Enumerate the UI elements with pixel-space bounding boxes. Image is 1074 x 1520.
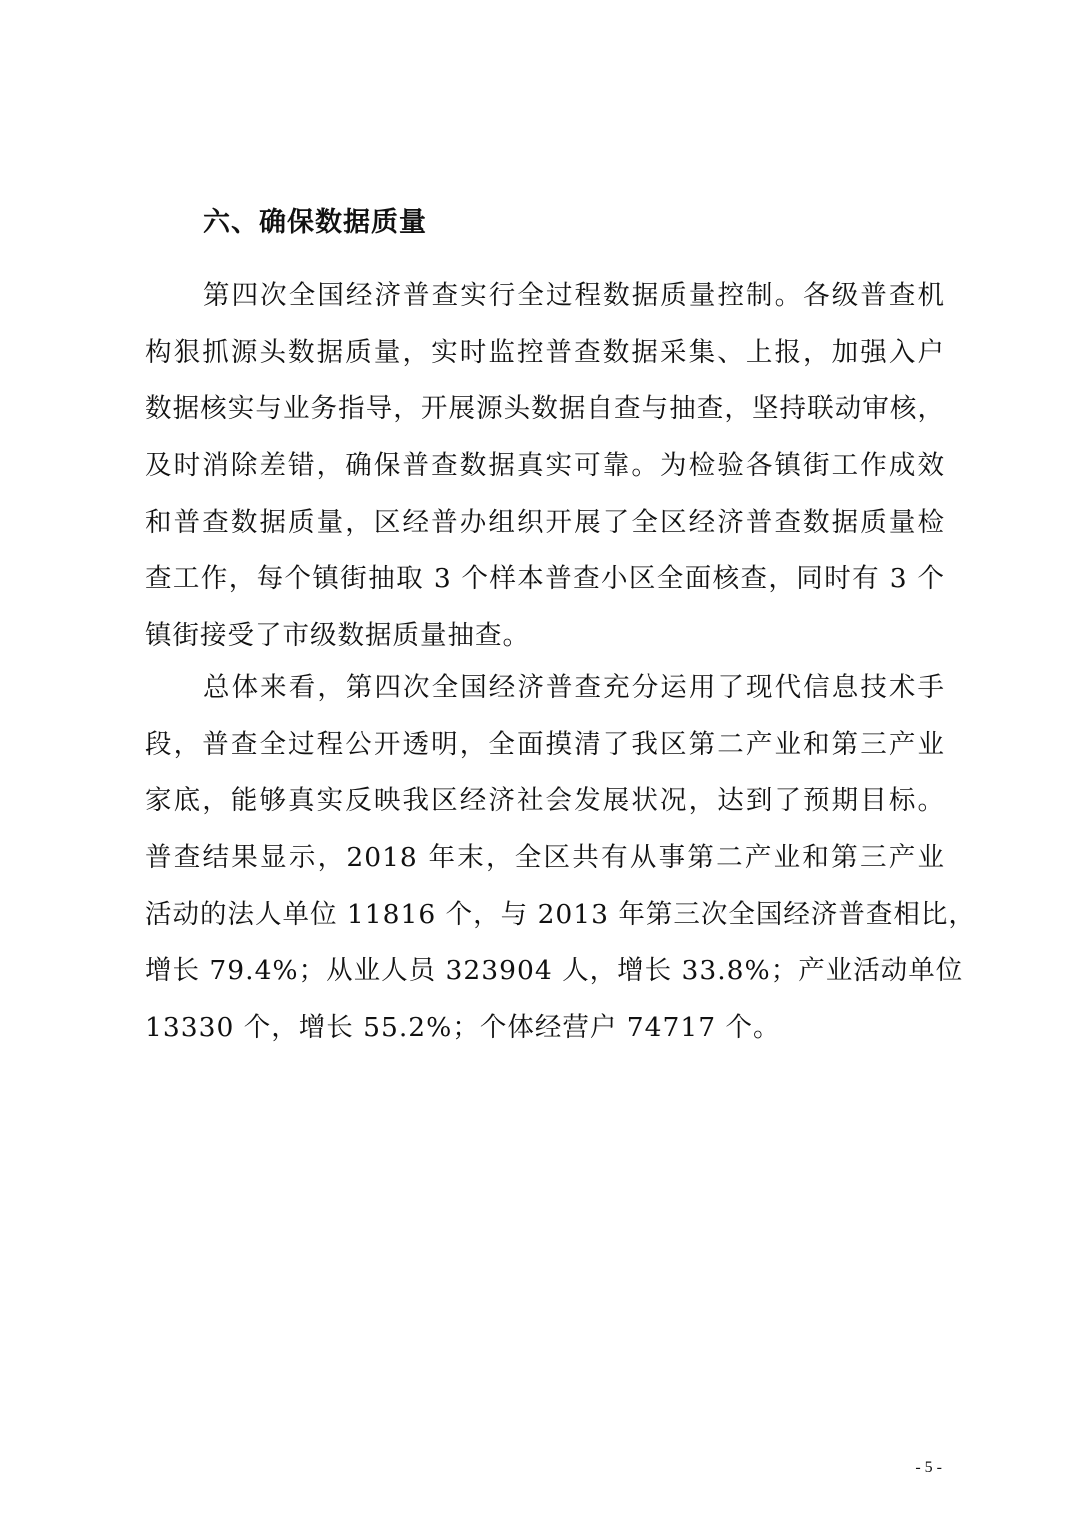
paragraph-line: 13330 个，增长 55.2%；个体经营户 74717 个。	[145, 1012, 781, 1044]
section-heading: 六、确保数据质量	[203, 207, 427, 238]
paragraph-line: 构狠抓源头数据质量，实时监控普查数据采集、上报，加强入户	[145, 336, 945, 368]
paragraph-line: 活动的法人单位 11816 个，与 2013 年第三次全国经济普查相比，	[145, 898, 976, 930]
paragraph-line: 家底，能够真实反映我区经济社会发展状况，达到了预期目标。	[145, 785, 945, 817]
paragraph-line: 数据核实与业务指导，开展源头数据自查与抽查，坚持联动审核，	[145, 393, 945, 425]
paragraph-line: 和普查数据质量，区经普办组织开展了全区经济普查数据质量检	[145, 506, 945, 538]
paragraph-line: 总体来看，第四次全国经济普查充分运用了现代信息技术手	[203, 672, 945, 703]
paragraph-data-quality	[145, 268, 945, 665]
paragraph-line: 及时消除差错，确保普查数据真实可靠。为检验各镇街工作成效	[145, 450, 945, 482]
paragraph-line: 段，普查全过程公开透明，全面摸清了我区第二产业和第三产业	[145, 728, 945, 760]
paragraph-summary	[145, 660, 976, 1057]
paragraph-line: 增长 79.4%；从业人员 323904 人，增长 33.8%；产业活动单位	[145, 955, 964, 987]
paragraph-line: 查工作，每个镇街抽取 3 个样本普查小区全面核查，同时有 3 个	[145, 563, 945, 595]
page-number: - 5 -	[915, 1459, 942, 1476]
paragraph-line: 第四次全国经济普查实行全过程数据质量控制。各级普查机	[203, 280, 945, 311]
paragraph-line: 普查结果显示，2018 年末，全区共有从事第二产业和第三产业	[145, 842, 945, 874]
paragraph-line: 镇街接受了市级数据质量抽查。	[145, 620, 530, 652]
